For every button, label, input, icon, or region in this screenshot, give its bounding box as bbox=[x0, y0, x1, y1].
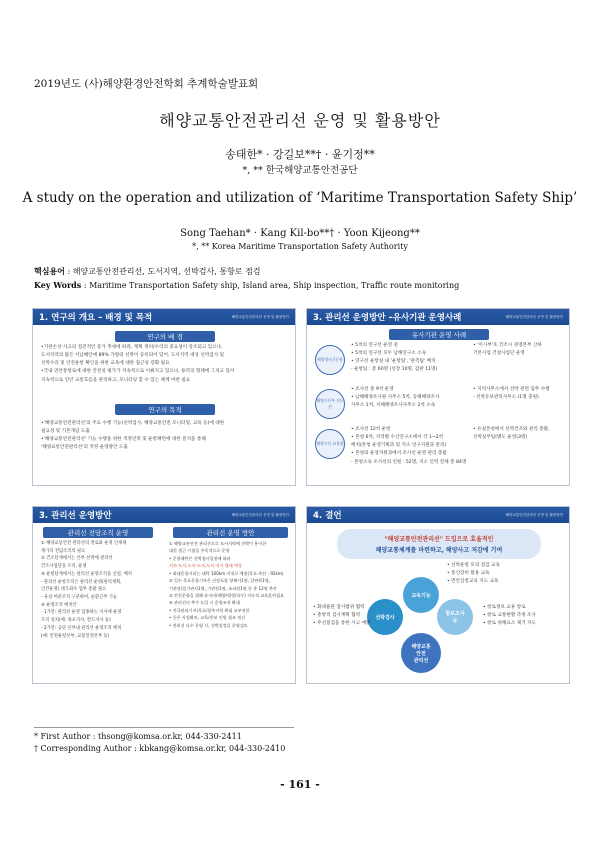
text-line: '해양교통안전관리선'의 적정 운영방안 도출 bbox=[41, 445, 128, 451]
text-line: - 관리선 운항조직은 관리선 운영(관리계획, bbox=[41, 579, 122, 585]
text-line: ② 건조단계에서는 본부 선박에 관리선 bbox=[41, 556, 113, 562]
section-bar-background: 연구의 배 경 bbox=[115, 331, 215, 342]
education-bubble: 교육기능 bbox=[403, 577, 439, 613]
slide-subtitle: 해양교통안전관리선 운영 및 활용방안 bbox=[505, 512, 563, 517]
center-bubble: 해양교통 안전 관리선 bbox=[401, 633, 441, 673]
text-line: • '이사부'호 건조시 경영본부 산하 bbox=[473, 343, 542, 348]
text-line: ④ 관리선의 추가 도입 시 운영조직 확대 bbox=[169, 600, 240, 606]
text-line: • 면안심항교육 지도 교육 bbox=[447, 579, 499, 585]
text-line: • 유실본청에서 선박건조와 관리 총괄, bbox=[473, 427, 550, 432]
text-line: • 운항패턴은 선박점사일정에 따라 bbox=[169, 555, 231, 561]
text-line: • 총항적 검사계획 협력 bbox=[313, 613, 361, 619]
text-line: • 연구선 운항실 내 '운항팀', '관측팀' 배치 bbox=[351, 359, 436, 365]
text-line: • 본청 6척, 지역별 수산연구소에서 각 1~2척 bbox=[351, 435, 444, 441]
row-label-circle: 해양수산 교육원 bbox=[315, 429, 345, 459]
footnote-divider bbox=[34, 727, 294, 728]
slide-title: 3. 관리선 운영방안 –유사기관 운영사례 bbox=[313, 313, 462, 323]
inspection-bubble: 선박검사 bbox=[367, 599, 403, 635]
section-bar-plan: 관리선 운영 방안 bbox=[173, 527, 288, 538]
purpose-text bbox=[41, 421, 291, 454]
text-line: 선박수리 및 안전운항 확인을 위한 교육에 대한 접근성 강화 필요 bbox=[41, 361, 170, 367]
text-line: •'해양교통안전관리선'의 주요 수행 기능(선박검사, 해양교통안전 모니터링, 교육 등)에 대한 bbox=[41, 421, 225, 426]
text-line: 건조사업단을 조직, 운영 bbox=[41, 564, 87, 570]
case-left-text bbox=[351, 387, 469, 411]
slide-similar-cases bbox=[306, 308, 570, 486]
keywords-english bbox=[34, 280, 459, 290]
text-line: 계가의 전담조직의 필요 bbox=[41, 548, 86, 554]
text-line: • 최대운항거리는 대략 100km 이내로 예정(목포-흑산 : 92km) bbox=[169, 570, 284, 576]
left-nodes bbox=[313, 605, 370, 629]
page-number: - 161 - bbox=[280, 778, 320, 791]
text-line: • 조사선 12척 운항 bbox=[351, 427, 391, 432]
quote-line-1: "해양교통안전관리선" 도입으로 효율적인 bbox=[384, 536, 494, 543]
case-right-text bbox=[473, 387, 567, 403]
text-line: - 운항팀 : 총 60명 (선장 10명, 갑판 11명) bbox=[351, 367, 438, 373]
case-right-text bbox=[473, 427, 567, 443]
text-line: • 항로정보 교류 항로 bbox=[483, 605, 526, 610]
footnote-first-author: * First Author : thsong@komsa.or.kr, 044-330-2411 bbox=[34, 732, 242, 741]
slide-overview bbox=[32, 308, 296, 486]
section-bar-organization: 관리선 전담조직 운영 bbox=[43, 527, 153, 538]
organization-text bbox=[41, 541, 161, 641]
paper-title-korean: 해양교통안전관리선 운영 및 활용방안 bbox=[159, 111, 441, 130]
text-line: • 항로 위해요소 제거 지도 bbox=[483, 621, 536, 627]
text-line: • 5척의 연구선 모두 남해연구소 소속 bbox=[351, 351, 427, 357]
text-line: (예: 안전운항본부, 교통안전본부 등) bbox=[41, 633, 110, 639]
text-line: • 본청의 운영지원과에서 조사선 운영 관리 총괄 bbox=[351, 451, 447, 457]
conclusion-quote-box bbox=[337, 529, 541, 559]
text-line: • 선박운항 모의 점검 교육 bbox=[447, 563, 500, 568]
text-line: • 지역사무소에서 선박 관련 업무 수행 bbox=[473, 387, 550, 392]
text-line: •'해양교통안전관리선' 기능 수행을 위한 적정인력 및 운항패턴에 대한 분석을 통해 bbox=[41, 437, 206, 443]
plan-text bbox=[169, 541, 293, 630]
text-line: 기본사업 건설사업단 운영 bbox=[473, 351, 525, 357]
quote-line-2: 해양교통체계를 마련하고, 해양사고 저감에 기여 bbox=[375, 547, 503, 554]
keywords-english-text: : Maritime Transportation Safety ship, Island area, Ship inspection, Traffic route monitoring bbox=[83, 281, 460, 290]
background-text bbox=[41, 345, 291, 386]
text-line: ③ 안전운항을 위해 유지비(해양/행정/직무) 지속적 교육훈련필요 bbox=[169, 592, 284, 598]
text-line: • 항로 교통현황 측정 조사 bbox=[483, 613, 536, 619]
case-left-text bbox=[351, 343, 469, 376]
text-line: - 2가안: 공단 본부내 관리선 운영조직 배치 bbox=[41, 625, 122, 631]
text-line: - 1가안: 관리선 운영 업종하는 지사에 운영 bbox=[41, 610, 122, 616]
text-line: ① 해양교통안전 관리선의 전로와 운영 인계체 bbox=[41, 541, 127, 546]
text-line: • 관리선 다수 운영 시, 선박설정을 운영검토 bbox=[169, 622, 248, 628]
text-line: • 5척의 연구선 운영 중 bbox=[351, 343, 398, 348]
section-bar-purpose: 연구의 목적 bbox=[115, 404, 215, 415]
keywords-english-label: Key Words bbox=[34, 280, 82, 290]
keywords-korean-label: 핵심용어 bbox=[34, 266, 65, 276]
text-line: 지사-도서,도서-도서,도서-지사 형태 예상 bbox=[169, 563, 242, 569]
slide-operation-plan bbox=[32, 506, 296, 684]
text-line: • 등은 사업확보, 교육/홍보 인원 협조 개선 bbox=[169, 615, 246, 621]
text-line: 인건운영) 대가회수 업무 총괄 필요 bbox=[41, 587, 107, 593]
text-line: - 본청소속 조사선의 인원 : 52명, 지소 인력 전체 총 84명 bbox=[351, 459, 467, 465]
slide-subtitle: 해양교통안전관리선 운영 및 활용방안 bbox=[231, 314, 289, 319]
slide-header bbox=[307, 309, 569, 325]
slide-subtitle: 해양교통안전관리선 운영 및 활용방안 bbox=[231, 512, 289, 517]
text-line: • 남해해양조사원 사무소 5척, 동해해양조사 bbox=[351, 395, 440, 401]
row-label-circle: 해양수산부 지도선 bbox=[315, 389, 345, 419]
text-line: •기관손상 사고의 점진적인 증가 추세에 따라, 계획 정비/수리의 중요성이 강조되고 있으나, bbox=[41, 345, 223, 350]
slide-title: 1. 연구의 개요 – 배경 및 목적 bbox=[39, 313, 153, 323]
traffic-bubble: 항로조사 등 bbox=[437, 599, 473, 635]
slide-header bbox=[33, 309, 295, 325]
slide-conclusion bbox=[306, 506, 570, 684]
slide-title: 3. 관리선 운영방안 bbox=[39, 511, 112, 521]
row-label-circle: 해양경비기동함 bbox=[315, 345, 345, 375]
text-line: - 선박유보관리사무소 (1명 충원) bbox=[473, 395, 539, 401]
text-line: 조직 설치(예: 목포지사, 완도지사 등) bbox=[41, 618, 111, 624]
footnote-corresponding-author: † Corresponding Author : kbkang@komsa.or.kr, 044-330-2410 bbox=[34, 744, 286, 753]
paper-title-english: A study on the operation and utilization of ‘Maritime Transportation Safety Ship’ bbox=[22, 190, 578, 206]
slide-subtitle: 해양교통안전관리선 운영 및 활용방안 bbox=[505, 314, 563, 319]
conference-name: 2019년도 (사)해양환경안전학회 추계학술발표회 bbox=[34, 78, 259, 90]
authors-korean: 송태한* · 강길보**† · 윤기정** bbox=[225, 148, 375, 161]
right-nodes bbox=[483, 605, 536, 629]
keywords-korean bbox=[34, 266, 261, 277]
keywords-korean-text: : 해양교통안전관리선, 도서지역, 선박검사, 통항로 점검 bbox=[67, 267, 261, 276]
affiliation-english: *, ** Korea Maritime Transportation Safety Authority bbox=[192, 242, 408, 251]
text-line: 도서지역의 많은 서남해안에 89% 가량의 선박이 등록되어 있어, 도서지역 대상 선박검사 및 bbox=[41, 353, 225, 359]
text-line: • 조사선 총 9척 운영 bbox=[351, 387, 394, 392]
text-line: • 통신장비 활용 교육 bbox=[447, 571, 490, 577]
slide-header bbox=[33, 507, 295, 523]
text-line: 지속적으로 연안 교통흐름을 관리하고, 모니터링 할 수 있는 체계 마련 필요 bbox=[41, 377, 191, 383]
text-line: 대한 접근 시험을 주목적으로 운항 bbox=[169, 548, 230, 554]
section-bar-cases: 유사기관 운영 사례 bbox=[389, 329, 489, 340]
text-line: ② 일수 목포운항기록은 선장포함 항해사1명, 갑판원1명, bbox=[169, 578, 271, 584]
text-line: ① 해양교통안전 관리선으로 도서지역에 선박이 용이한 bbox=[169, 541, 267, 546]
authors-english: Song Taehan* · Kang Kil-bo**† · Yoon Kijeong** bbox=[180, 228, 420, 239]
slide-title: 4. 결언 bbox=[313, 511, 342, 521]
slide-header bbox=[307, 507, 569, 523]
text-line: • 화대물관 점사범위 협력 bbox=[313, 605, 365, 610]
affiliation-korean: *, ** 한국해양교통안전공단 bbox=[242, 165, 358, 176]
case-left-text bbox=[351, 427, 469, 468]
text-line: • 전국관리기지(목포/광주지역 확대 교부권한 bbox=[169, 607, 250, 613]
case-right-text bbox=[473, 343, 567, 359]
text-line: •국내 연안통항로에 대한 안전성 평가가 지속적으로 이뤄지고 있으나, 용역의 형태에 그치고 있어 bbox=[41, 369, 235, 375]
text-line: 배치(본청 운영기획과 및 지소 연구지원과 관리) bbox=[351, 443, 447, 449]
text-line: - 육상 여분조직 구분하여, 순환근무 가능 bbox=[41, 595, 118, 601]
text-line: 사무소 1척, 서해해양조사사무소 2척 소속 bbox=[351, 403, 436, 409]
text-line: ④ 운영조직 배치안 bbox=[41, 602, 77, 608]
top-nodes bbox=[447, 563, 500, 587]
text-line: ③ 운항단계에서는 관리선 운영조직을 신설, 배치 bbox=[41, 571, 132, 577]
text-line: • 무선점검을 통한 사고 예방 bbox=[313, 621, 371, 627]
text-line: 필요성 및 기본개념 도출 bbox=[41, 429, 90, 435]
text-line: 선박실무팀(별도 운영(3명) bbox=[473, 435, 528, 441]
text-line: 기관장/일기관사1명, 기관원1명, 조리원1명 등 총 12명 추산 bbox=[169, 585, 277, 591]
